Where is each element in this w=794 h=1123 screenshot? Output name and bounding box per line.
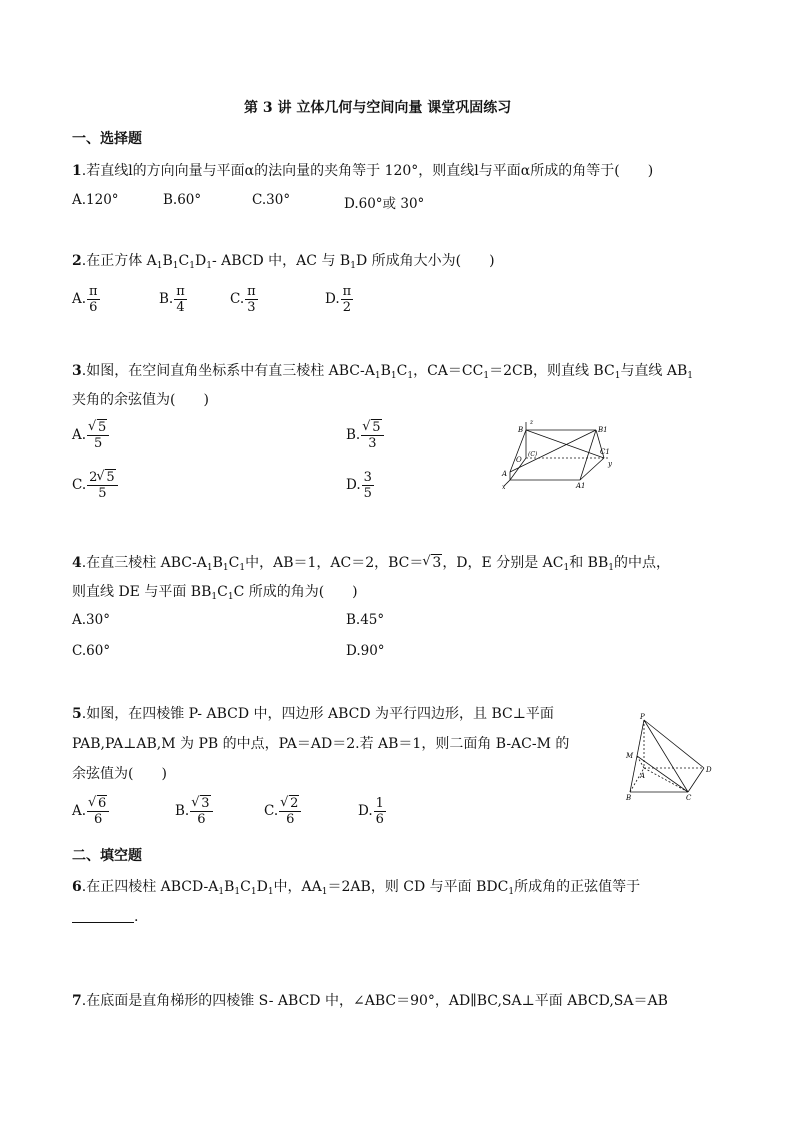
- numerator: π: [247, 284, 256, 299]
- figure-label: z: [530, 419, 534, 426]
- q4-option-c: C.60°: [72, 643, 111, 659]
- q3-option-a: [72, 420, 109, 451]
- option-label: A.: [72, 803, 87, 819]
- question-7: [72, 990, 668, 1010]
- question-text: 和 BB: [569, 555, 609, 571]
- q2-option-c: [230, 284, 258, 315]
- q5-option-a: [72, 796, 109, 827]
- question-text: .在直三棱柱 ABC-A: [81, 555, 207, 571]
- question-4-line2: [72, 581, 358, 602]
- subscript: 1: [206, 563, 213, 573]
- hidden-edge: [644, 768, 688, 792]
- q3-option-c: [72, 470, 118, 501]
- subscript: 1: [227, 592, 234, 602]
- subscript: 1: [508, 887, 515, 897]
- question-text: C: [240, 879, 251, 895]
- radical: [363, 420, 381, 435]
- hidden-edge: [637, 756, 644, 768]
- question-text: .若直线l的方向向量与平面α的法向量的夹角等于 120°，则直线l与平面α所成的角等于( ): [81, 163, 654, 179]
- numerator: [87, 796, 109, 812]
- subscript: 1: [483, 371, 490, 381]
- question-1: [72, 160, 653, 180]
- fraction: [87, 470, 118, 501]
- fraction: [361, 420, 383, 451]
- question-number: 3: [72, 363, 82, 379]
- numerator: [87, 420, 109, 436]
- question-number: 1: [72, 163, 82, 179]
- option-label: A.: [72, 427, 87, 443]
- question-text: B: [380, 363, 391, 379]
- pyramid-figure: [618, 712, 744, 804]
- subscript: 1: [156, 261, 163, 271]
- q4-option-b: B.45°: [346, 612, 385, 628]
- coefficient: 2: [89, 470, 98, 485]
- denominator: 6: [286, 812, 295, 827]
- question-6: [72, 876, 640, 897]
- fraction: [87, 796, 109, 827]
- figure-label: A1: [576, 482, 586, 490]
- figure-label: A: [502, 470, 508, 478]
- denominator: 5: [94, 436, 103, 451]
- question-text: D 所成角大小为( ): [355, 253, 495, 269]
- fraction: [87, 420, 109, 451]
- edge: [526, 430, 604, 458]
- subscript: 1: [250, 887, 257, 897]
- q3-option-d: [346, 470, 374, 501]
- fraction: [362, 470, 374, 501]
- subscript: 1: [211, 592, 218, 602]
- subscript: 1: [614, 371, 621, 381]
- question-text: - ABCD 中，AC 与 B: [211, 253, 351, 269]
- question-3: [72, 360, 693, 381]
- radicand: 5: [106, 470, 115, 485]
- q2-option-a: [72, 284, 100, 315]
- q2-option-b: [159, 284, 187, 315]
- radical: [89, 420, 107, 435]
- question-5-line3: 余弦值为( ): [72, 766, 167, 782]
- q5-option-b: [175, 796, 213, 827]
- subscript: 1: [321, 887, 328, 897]
- radical: [89, 796, 107, 811]
- numerator: 3: [363, 470, 372, 485]
- edge: [644, 720, 704, 768]
- denominator: 6: [375, 812, 384, 827]
- question-text: ＝2CB，则直线 BC: [489, 363, 615, 379]
- fraction: [341, 284, 354, 315]
- numerator: [279, 796, 301, 812]
- option-label: B.: [175, 803, 190, 819]
- figure-label: A: [640, 772, 646, 780]
- question-text: 所成角的正弦值等于: [514, 879, 641, 895]
- subscript: 1: [350, 261, 356, 271]
- question-text: .在正方体 A: [81, 253, 157, 269]
- question-5: [72, 703, 554, 723]
- question-text: C: [178, 253, 190, 269]
- numerator: π: [89, 284, 98, 299]
- question-4: [72, 552, 670, 573]
- radicand: 2: [290, 796, 299, 811]
- figure-label: (C): [528, 451, 538, 458]
- question-text: .如图，在空间直角坐标系中有直三棱柱 ABC-A: [81, 363, 375, 379]
- q6-tail: .: [134, 909, 139, 925]
- option-label: B.: [346, 427, 361, 443]
- radicand: 5: [98, 420, 107, 435]
- edge: [688, 768, 704, 792]
- question-text: D: [194, 253, 207, 269]
- option-label: C.: [72, 477, 87, 493]
- subscript: 1: [189, 261, 195, 271]
- figure-label: C: [686, 794, 692, 802]
- q1-option-d: D.60°或 30°: [344, 196, 425, 212]
- figure-label: P: [640, 713, 645, 721]
- denominator: 6: [94, 812, 103, 827]
- numerator: 1: [375, 796, 384, 811]
- radicand: 5: [372, 420, 381, 435]
- section-heading-choice: 一、选择题: [72, 131, 142, 147]
- denominator: 5: [363, 486, 372, 501]
- denominator: 3: [368, 436, 377, 451]
- numerator: π: [342, 284, 352, 299]
- radicand: 3: [201, 796, 210, 811]
- section-heading-fill: 二、填空题: [72, 848, 142, 864]
- question-text: .如图，在四棱锥 P- ABCD 中，四边形 ABCD 为平行四边形，且 BC⊥平面: [81, 706, 554, 722]
- question-text: C: [228, 555, 240, 571]
- question-number: 7: [72, 993, 82, 1009]
- question-text: 中，AA: [273, 879, 322, 895]
- numerator: [190, 796, 212, 812]
- question-text: ，CA＝CC: [413, 363, 484, 379]
- question-3-line2: 夹角的余弦值为( ): [72, 392, 209, 408]
- numerator: [87, 470, 118, 486]
- question-text: ，D，E 分别是 AC: [442, 555, 564, 571]
- radical: [423, 555, 442, 571]
- subscript: 1: [374, 371, 381, 381]
- option-label: A.: [72, 291, 87, 307]
- figure-label: y: [608, 460, 612, 468]
- edge: [510, 430, 596, 472]
- question-text: C 所成的角为( ): [233, 584, 358, 600]
- figure-label: x: [502, 484, 506, 490]
- question-text: D: [256, 879, 268, 895]
- q1-option-a: A.120°: [72, 192, 119, 208]
- q1-option-b: B.60°: [163, 192, 202, 208]
- denominator: 2: [342, 300, 352, 315]
- question-number: 6: [72, 879, 82, 895]
- numerator: [361, 420, 383, 436]
- subscript: 1: [239, 563, 246, 573]
- radicand: 6: [98, 796, 107, 811]
- q1-option-c: C.30°: [252, 192, 291, 208]
- subscript: 1: [687, 371, 694, 381]
- subscript: 1: [407, 371, 414, 381]
- option-label: D.: [358, 803, 373, 819]
- radical: [281, 796, 299, 811]
- fraction: [87, 284, 100, 315]
- subscript: 1: [172, 261, 179, 271]
- question-text: B: [212, 555, 223, 571]
- question-text: ＝2AB，则 CD 与平面 BDC: [327, 879, 509, 895]
- answer-blank[interactable]: [72, 922, 134, 923]
- fraction: [190, 796, 212, 827]
- option-label: D.: [346, 477, 361, 493]
- denominator: 3: [247, 300, 256, 315]
- question-number: 2: [72, 253, 82, 269]
- question-text: 中，AB＝1，AC＝2，BC＝: [245, 555, 424, 571]
- question-text: 则直线 DE 与平面 BB: [72, 584, 212, 600]
- q4-option-a: A.30°: [72, 612, 110, 628]
- question-text: .在正四棱柱 ABCD-A: [81, 879, 219, 895]
- figure-label: C1: [600, 448, 610, 456]
- q2-option-d: [325, 284, 353, 315]
- question-text: C: [217, 584, 228, 600]
- q5-option-c: [264, 796, 301, 827]
- radical: [192, 796, 210, 811]
- q3-option-b: [346, 420, 384, 451]
- subscript: 1: [608, 563, 614, 573]
- figure-label: B: [518, 426, 524, 434]
- subscript: 1: [206, 261, 212, 271]
- question-text: B: [162, 253, 173, 269]
- option-label: C.: [230, 291, 245, 307]
- question-number: 5: [72, 706, 82, 722]
- subscript: 1: [267, 887, 274, 897]
- figure-label: O: [516, 456, 522, 464]
- radicand: 3: [432, 555, 442, 571]
- option-label: B.: [159, 291, 174, 307]
- figure-label: D: [706, 766, 712, 774]
- figure-label: B1: [598, 426, 608, 434]
- question-text: .在底面是直角梯形的四棱锥 S- ABCD 中，∠ABC＝90°，AD∥BC,SA⊥平面 ABCD,SA＝AB: [81, 993, 668, 1009]
- subscript: 1: [563, 563, 570, 573]
- q4-option-d: D.90°: [346, 643, 385, 659]
- question-number: 4: [72, 555, 82, 571]
- subscript: 1: [390, 371, 397, 381]
- fraction: [174, 284, 187, 315]
- fraction: [279, 796, 301, 827]
- figure-label: B: [626, 794, 632, 802]
- denominator: 6: [89, 300, 98, 315]
- subscript: 1: [222, 563, 229, 573]
- q5-option-d: [358, 796, 386, 827]
- subscript: 1: [218, 887, 225, 897]
- question-2: [72, 250, 495, 271]
- fraction: [245, 284, 258, 315]
- denominator: 4: [176, 300, 185, 315]
- question-text: 与直线 AB: [620, 363, 688, 379]
- question-text: 的中点，: [613, 555, 670, 571]
- denominator: 6: [197, 812, 206, 827]
- edge: [644, 720, 688, 792]
- option-label: D.: [325, 291, 340, 307]
- radical: [97, 470, 115, 485]
- fraction: [374, 796, 386, 827]
- page-title: 第 3 讲 立体几何与空间向量 课堂巩固练习: [244, 100, 512, 116]
- prism-figure: [496, 418, 620, 490]
- question-5-line2: PAB,PA⊥AB,M 为 PB 的中点，PA＝AD＝2.若 AB＝1，则二面角 B-AC-M 的: [72, 736, 570, 752]
- figure-label: M: [626, 752, 634, 760]
- numerator: π: [176, 284, 185, 299]
- question-text: B: [224, 879, 235, 895]
- denominator: 5: [98, 486, 107, 501]
- subscript: 1: [234, 887, 241, 897]
- option-label: C.: [264, 803, 279, 819]
- question-text: C: [396, 363, 408, 379]
